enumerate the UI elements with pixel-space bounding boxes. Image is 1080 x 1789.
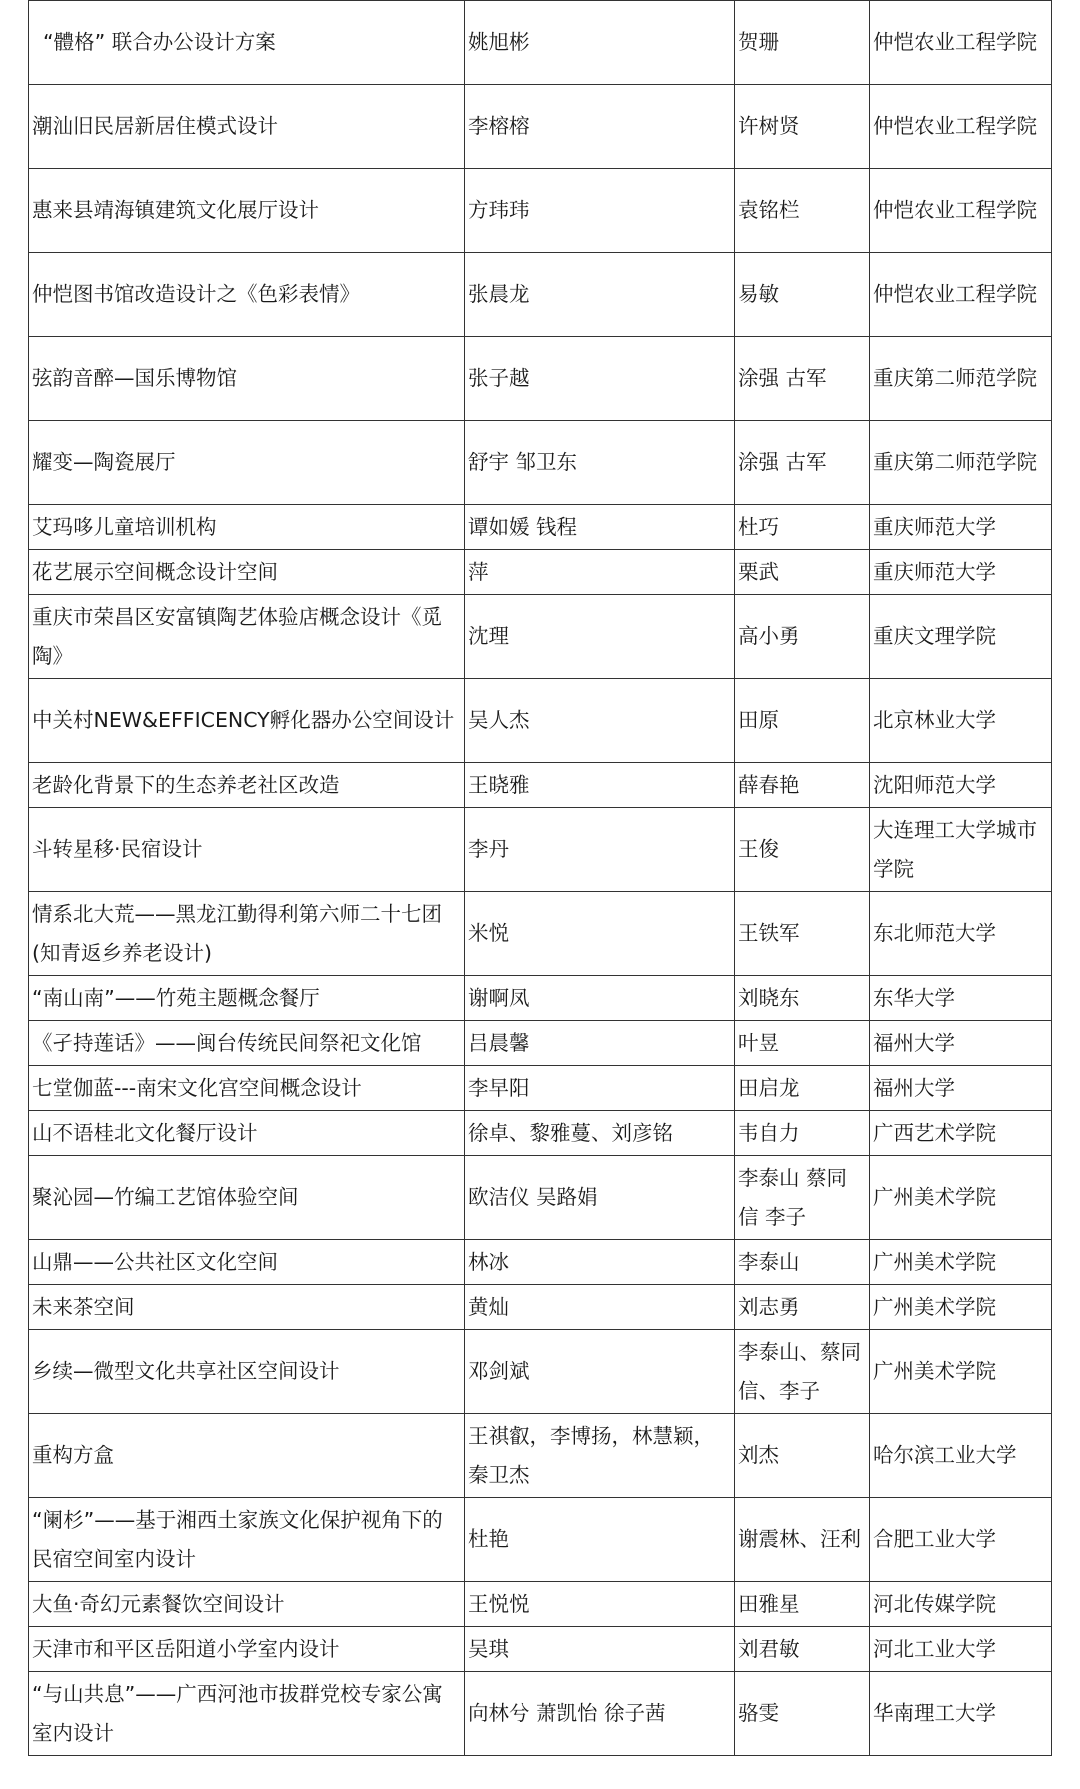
project-name-cell: 情系北大荒——黑龙江勤得利第六师二十七团(知青返乡养老设计) <box>29 892 465 976</box>
project-name-cell: 老龄化背景下的生态养老社区改造 <box>29 763 465 808</box>
school-name-cell: 广州美术学院 <box>870 1156 1052 1240</box>
school-name-cell: 福州大学 <box>870 1021 1052 1066</box>
school-name-cell: 仲恺农业工程学院 <box>870 253 1052 337</box>
table-row <box>29 892 1052 976</box>
school-name-cell: 重庆文理学院 <box>870 595 1052 679</box>
student-names-cell: 谢啊凤 <box>465 976 735 1021</box>
school-name-cell: 北京林业大学 <box>870 679 1052 763</box>
advisor-names-cell: 易敏 <box>735 253 870 337</box>
advisor-names-cell: 刘君敏 <box>735 1627 870 1672</box>
advisor-names-cell: 王俊 <box>735 808 870 892</box>
school-name-cell: 重庆师范大学 <box>870 505 1052 550</box>
school-name-cell: 大连理工大学城市学院 <box>870 808 1052 892</box>
project-name-cell: 中关村NEW&EFFICENCY孵化器办公空间设计 <box>29 679 465 763</box>
advisor-names-cell: 田雅星 <box>735 1582 870 1627</box>
student-names-cell: 王晓雅 <box>465 763 735 808</box>
table-row <box>29 595 1052 679</box>
school-name-cell: 仲恺农业工程学院 <box>870 169 1052 253</box>
table-row <box>29 1498 1052 1582</box>
school-name-cell: 重庆师范大学 <box>870 550 1052 595</box>
advisor-names-cell: 栗武 <box>735 550 870 595</box>
advisor-names-cell: 刘杰 <box>735 1414 870 1498</box>
school-name-cell: 哈尔滨工业大学 <box>870 1414 1052 1498</box>
advisor-names-cell: 田原 <box>735 679 870 763</box>
school-name-cell: 重庆第二师范学院 <box>870 337 1052 421</box>
advisor-names-cell: 叶昱 <box>735 1021 870 1066</box>
project-name-cell: 山鼎——公共社区文化空间 <box>29 1240 465 1285</box>
school-name-cell: 东华大学 <box>870 976 1052 1021</box>
table-row <box>29 1285 1052 1330</box>
advisor-names-cell: 杜巧 <box>735 505 870 550</box>
project-name-cell: 仲恺图书馆改造设计之《色彩表情》 <box>29 253 465 337</box>
table-row <box>29 1672 1052 1756</box>
school-name-cell: 广州美术学院 <box>870 1240 1052 1285</box>
table-row <box>29 421 1052 505</box>
student-names-cell: 李早阳 <box>465 1066 735 1111</box>
school-name-cell: 广州美术学院 <box>870 1285 1052 1330</box>
table-row <box>29 1 1052 85</box>
advisor-names-cell: 王铁军 <box>735 892 870 976</box>
student-names-cell: 方玮玮 <box>465 169 735 253</box>
school-name-cell: 仲恺农业工程学院 <box>870 1 1052 85</box>
student-names-cell: 米悦 <box>465 892 735 976</box>
project-name-cell: 乡续—微型文化共享社区空间设计 <box>29 1330 465 1414</box>
student-names-cell: 萍 <box>465 550 735 595</box>
award-table <box>28 0 1052 1756</box>
student-names-cell: 李丹 <box>465 808 735 892</box>
table-row <box>29 169 1052 253</box>
table-row <box>29 976 1052 1021</box>
table-row <box>29 1111 1052 1156</box>
table-row <box>29 679 1052 763</box>
table-row <box>29 1330 1052 1414</box>
advisor-names-cell: 李泰山 蔡同信 李子 <box>735 1156 870 1240</box>
advisor-names-cell: 涂强 古军 <box>735 337 870 421</box>
table-row <box>29 253 1052 337</box>
project-name-cell: 山不语桂北文化餐厅设计 <box>29 1111 465 1156</box>
table-row <box>29 808 1052 892</box>
student-names-cell: 姚旭彬 <box>465 1 735 85</box>
table-row <box>29 1414 1052 1498</box>
advisor-names-cell: 李泰山 <box>735 1240 870 1285</box>
table-row <box>29 1066 1052 1111</box>
project-name-cell: 未来茶空间 <box>29 1285 465 1330</box>
advisor-names-cell: 李泰山、蔡同信、李子 <box>735 1330 870 1414</box>
advisor-names-cell: 刘志勇 <box>735 1285 870 1330</box>
advisor-names-cell: 高小勇 <box>735 595 870 679</box>
student-names-cell: 吴琪 <box>465 1627 735 1672</box>
advisor-names-cell: 薛春艳 <box>735 763 870 808</box>
project-name-cell: 重构方盒 <box>29 1414 465 1498</box>
student-names-cell: 沈理 <box>465 595 735 679</box>
table-row <box>29 337 1052 421</box>
project-name-cell: “阑杉”——基于湘西土家族文化保护视角下的民宿空间室内设计 <box>29 1498 465 1582</box>
advisor-names-cell: 田启龙 <box>735 1066 870 1111</box>
project-name-cell: 斗转星移·民宿设计 <box>29 808 465 892</box>
school-name-cell: 仲恺农业工程学院 <box>870 85 1052 169</box>
table-row <box>29 1240 1052 1285</box>
project-name-cell: “體格” 联合办公设计方案 <box>29 1 465 85</box>
student-names-cell: 林冰 <box>465 1240 735 1285</box>
project-name-cell: 耀变—陶瓷展厅 <box>29 421 465 505</box>
project-name-cell: 《孑持莲话》——闽台传统民间祭祀文化馆 <box>29 1021 465 1066</box>
school-name-cell: 河北工业大学 <box>870 1627 1052 1672</box>
project-name-cell: 大鱼·奇幻元素餐饮空间设计 <box>29 1582 465 1627</box>
student-names-cell: 王祺叡，李博扬，林慧颖，秦卫杰 <box>465 1414 735 1498</box>
school-name-cell: 福州大学 <box>870 1066 1052 1111</box>
advisor-names-cell: 袁铭栏 <box>735 169 870 253</box>
table-body <box>29 1 1052 1756</box>
award-table-sheet <box>28 0 1052 1756</box>
project-name-cell: “与山共息”——广西河池市拔群党校专家公寓室内设计 <box>29 1672 465 1756</box>
advisor-names-cell: 许树贤 <box>735 85 870 169</box>
student-names-cell: 杜艳 <box>465 1498 735 1582</box>
student-names-cell: 邓剑斌 <box>465 1330 735 1414</box>
project-name-cell: 重庆市荣昌区安富镇陶艺体验店概念设计《觅陶》 <box>29 595 465 679</box>
table-row <box>29 1627 1052 1672</box>
student-names-cell: 王悦悦 <box>465 1582 735 1627</box>
table-row <box>29 505 1052 550</box>
student-names-cell: 徐卓、黎雅蔓、刘彦铭 <box>465 1111 735 1156</box>
school-name-cell: 东北师范大学 <box>870 892 1052 976</box>
student-names-cell: 张晨龙 <box>465 253 735 337</box>
advisor-names-cell: 刘晓东 <box>735 976 870 1021</box>
project-name-cell: 艾玛哆儿童培训机构 <box>29 505 465 550</box>
project-name-cell: “南山南”——竹苑主题概念餐厅 <box>29 976 465 1021</box>
student-names-cell: 向林兮 萧凯怡 徐子茜 <box>465 1672 735 1756</box>
school-name-cell: 沈阳师范大学 <box>870 763 1052 808</box>
table-row <box>29 1021 1052 1066</box>
student-names-cell: 黄灿 <box>465 1285 735 1330</box>
table-row <box>29 1582 1052 1627</box>
school-name-cell: 合肥工业大学 <box>870 1498 1052 1582</box>
student-names-cell: 舒宇 邹卫东 <box>465 421 735 505</box>
table-row <box>29 550 1052 595</box>
project-name-cell: 弦韵音醉—国乐博物馆 <box>29 337 465 421</box>
school-name-cell: 河北传媒学院 <box>870 1582 1052 1627</box>
project-name-cell: 惠来县靖海镇建筑文化展厅设计 <box>29 169 465 253</box>
advisor-names-cell: 骆雯 <box>735 1672 870 1756</box>
table-row <box>29 1156 1052 1240</box>
school-name-cell: 广西艺术学院 <box>870 1111 1052 1156</box>
project-name-cell: 花艺展示空间概念设计空间 <box>29 550 465 595</box>
student-names-cell: 欧洁仪 吴路娟 <box>465 1156 735 1240</box>
advisor-names-cell: 韦自力 <box>735 1111 870 1156</box>
school-name-cell: 广州美术学院 <box>870 1330 1052 1414</box>
school-name-cell: 重庆第二师范学院 <box>870 421 1052 505</box>
student-names-cell: 张子越 <box>465 337 735 421</box>
advisor-names-cell: 贺珊 <box>735 1 870 85</box>
student-names-cell: 吴人杰 <box>465 679 735 763</box>
project-name-cell: 七堂伽蓝---南宋文化宫空间概念设计 <box>29 1066 465 1111</box>
advisor-names-cell: 涂强 古军 <box>735 421 870 505</box>
student-names-cell: 李榕榕 <box>465 85 735 169</box>
student-names-cell: 吕晨馨 <box>465 1021 735 1066</box>
table-row <box>29 763 1052 808</box>
project-name-cell: 聚沁园—竹编工艺馆体验空间 <box>29 1156 465 1240</box>
school-name-cell: 华南理工大学 <box>870 1672 1052 1756</box>
student-names-cell: 谭如媛 钱程 <box>465 505 735 550</box>
advisor-names-cell: 谢震林、汪利 <box>735 1498 870 1582</box>
project-name-cell: 天津市和平区岳阳道小学室内设计 <box>29 1627 465 1672</box>
project-name-cell: 潮汕旧民居新居住模式设计 <box>29 85 465 169</box>
table-row <box>29 85 1052 169</box>
